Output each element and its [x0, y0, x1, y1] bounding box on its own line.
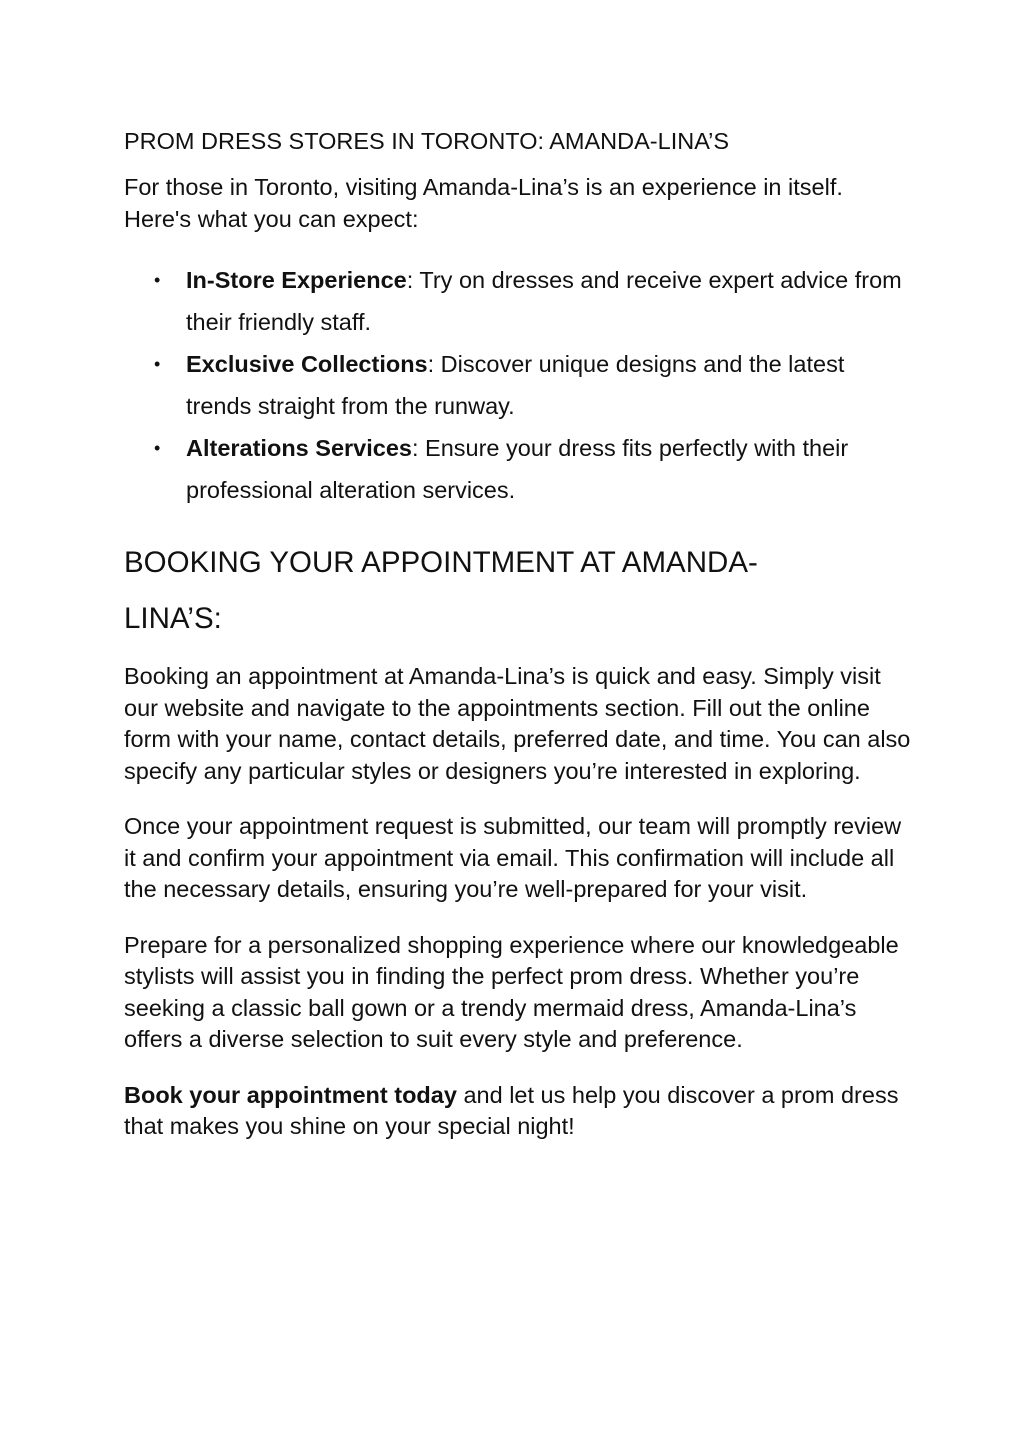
bullet-icon: •	[154, 354, 161, 374]
booking-paragraph-3: Prepare for a personalized shopping experience where our knowledgeable stylists will assist you in finding the perfect prom dress. Whether you’re seeking a classic ball gown or a trendy mermaid dress, Amanda-Lina’s offers a diverse selection to suit every style and preference.	[124, 931, 899, 1052]
feature-list	[124, 259, 914, 511]
document-page	[124, 126, 914, 1167]
cta-text: and let us help you discover a prom dress that makes you shine on your special night!	[124, 1081, 899, 1139]
call-to-action-paragraph	[124, 1080, 914, 1143]
cta-bold-text: Book your appointment today	[124, 1081, 457, 1108]
feature-description: : Try on dresses and receive expert advice from their friendly staff.	[186, 267, 902, 335]
intro-paragraph: For those in Toronto, visiting Amanda-Lina’s is an experience in itself. Here's what you can expect:	[124, 174, 843, 232]
feature-item-alterations	[154, 427, 914, 511]
feature-item-in-store	[154, 259, 914, 343]
feature-description: : Discover unique designs and the latest trends straight from the runway.	[186, 351, 845, 419]
feature-term: Exclusive Collections	[186, 351, 428, 377]
feature-item-exclusive	[154, 343, 914, 427]
booking-paragraph-1: Booking an appointment at Amanda-Lina’s is quick and easy. Simply visit our website and navigate to the appointments section. Fill out the online form with your name, contact details, preferred date, and time. You can also specify any particular styles or designers you’re interested in exploring.	[124, 663, 911, 784]
feature-term: In-Store Experience	[186, 267, 407, 293]
bullet-icon: •	[154, 270, 161, 290]
bullet-icon: •	[154, 438, 161, 458]
feature-description: : Ensure your dress fits perfectly with their professional alteration services.	[186, 435, 849, 503]
booking-paragraph-2: Once your appointment request is submitted, our team will promptly review it and confirm your appointment via email. This confirmation will include all the necessary details, ensuring you’re well-prepared for your visit.	[124, 813, 902, 902]
section-title-prom-stores: PROM DRESS STORES IN TORONTO: AMANDA-LINA’S	[124, 128, 730, 154]
section-title-booking: BOOKING YOUR APPOINTMENT AT AMANDA-LINA’S:	[124, 546, 758, 635]
feature-term: Alterations Services	[186, 435, 412, 461]
